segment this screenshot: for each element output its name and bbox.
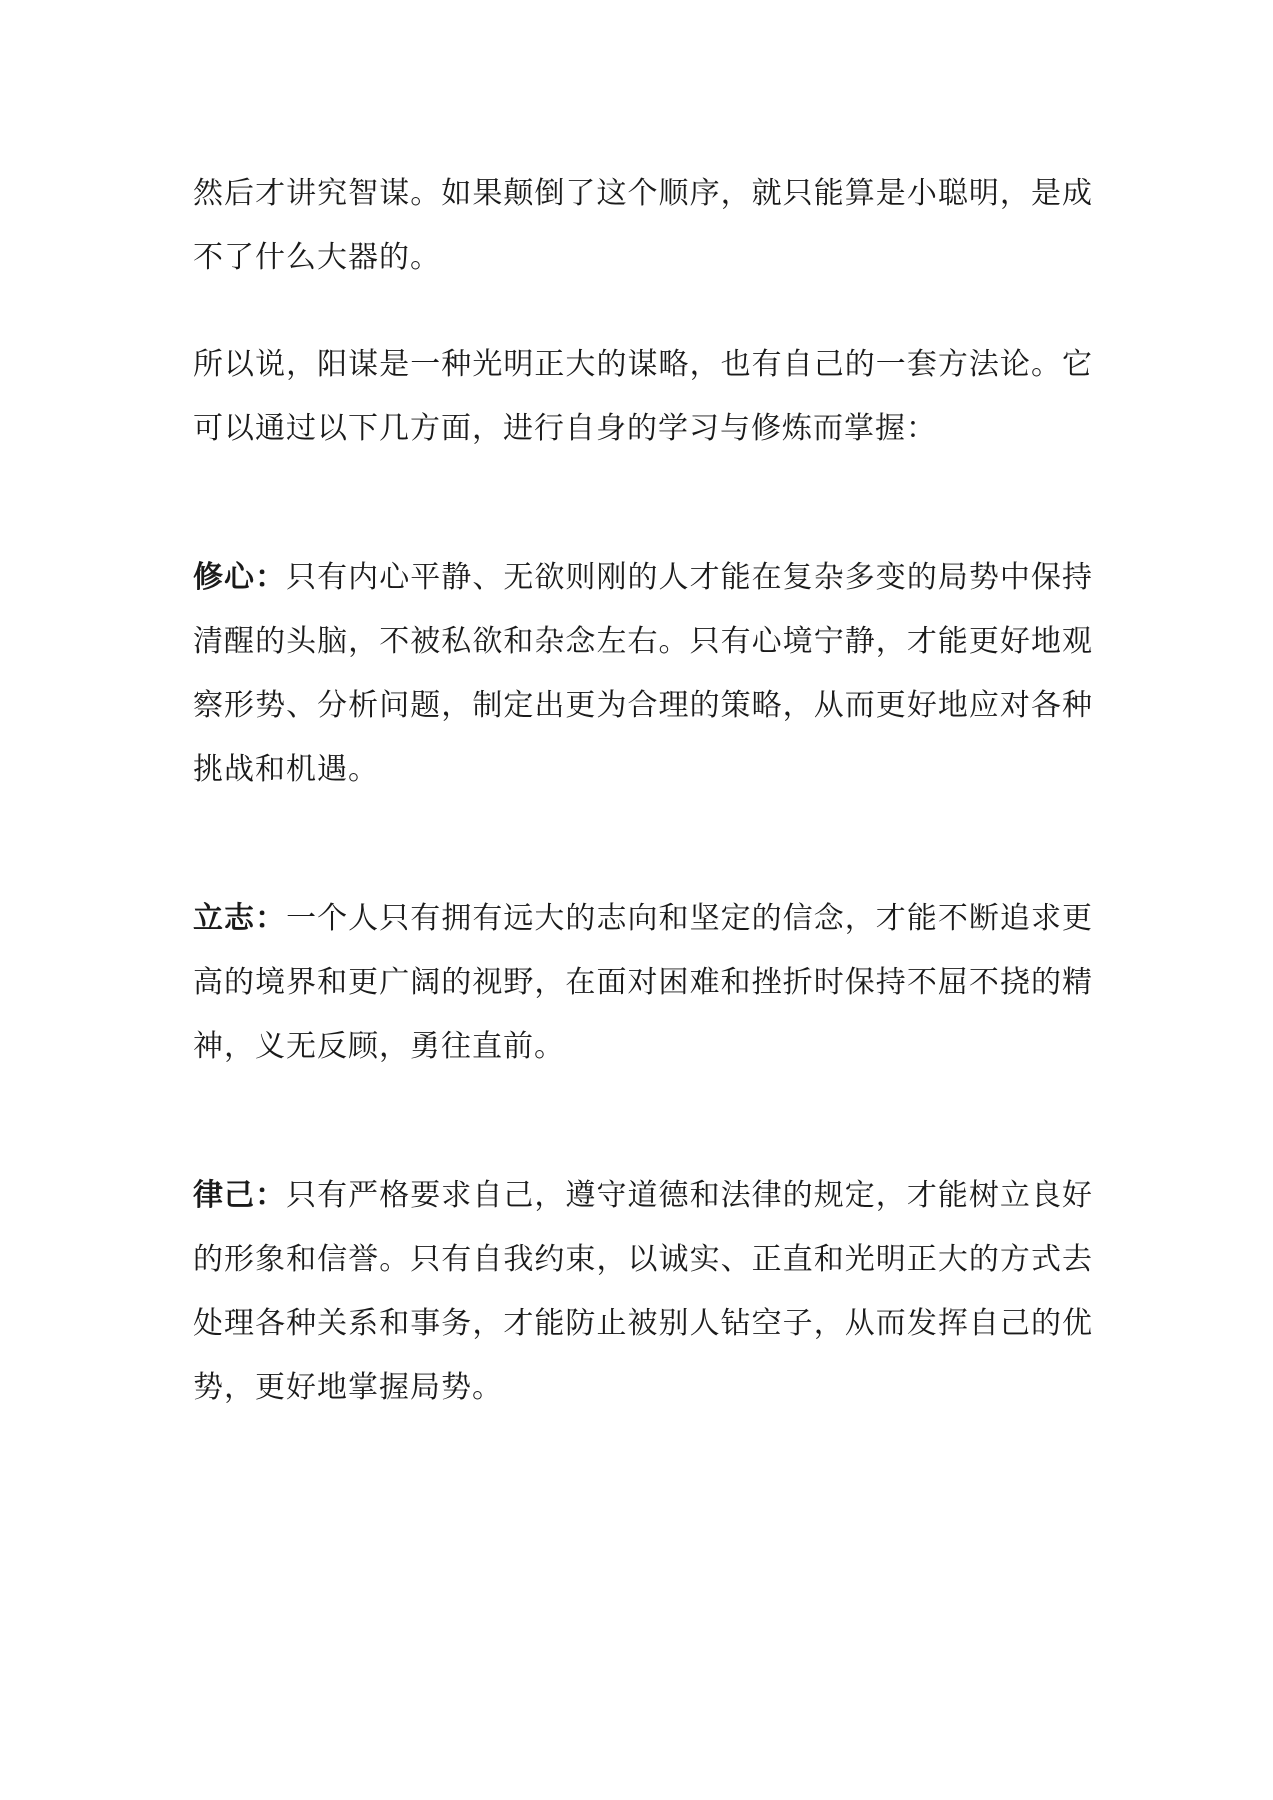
paragraph-methodology [193, 333, 1093, 461]
paragraph-term: 修心： [193, 560, 287, 595]
paragraph-term: 律己： [193, 1178, 287, 1213]
paragraph-text: 只有严格要求自己，遵守道德和法律的规定，才能树立良好的形象和信誉。只有自我约束，以诚实、正直和光明正大的方式去处理各种关系和事务，才能防止被别人钻空子，从而发挥自己的优势，更好地掌握局势。 [193, 1178, 1094, 1405]
paragraph-text: 所以说，阳谋是一种光明正大的谋略，也有自己的一套方法论。它可以通过以下几方面，进行自身的学习与修炼而掌握： [193, 347, 1093, 446]
paragraph-text: 一个人只有拥有远大的志向和坚定的信念，才能不断追求更高的境界和更广阔的视野，在面对困难和挫折时保持不屈不挠的精神，义无反顾，勇往直前。 [193, 901, 1094, 1064]
paragraph-lizhi [193, 887, 1093, 1079]
paragraph-text: 只有内心平静、无欲则刚的人才能在复杂多变的局势中保持清醒的头脑，不被私欲和杂念左右。只有心境宁静，才能更好地观察形势、分析问题，制定出更为合理的策略，从而更好地应对各种挑战和机遇。 [193, 560, 1094, 787]
paragraph-text: 然后才讲究智谋。如果颠倒了这个顺序，就只能算是小聪明，是成不了什么大器的。 [193, 176, 1093, 275]
document-body [193, 162, 1093, 1420]
paragraph-term: 立志： [193, 901, 287, 936]
paragraph-intro-continued [193, 162, 1093, 290]
paragraph-xiuxin [193, 546, 1093, 802]
paragraph-lvji [193, 1164, 1093, 1420]
